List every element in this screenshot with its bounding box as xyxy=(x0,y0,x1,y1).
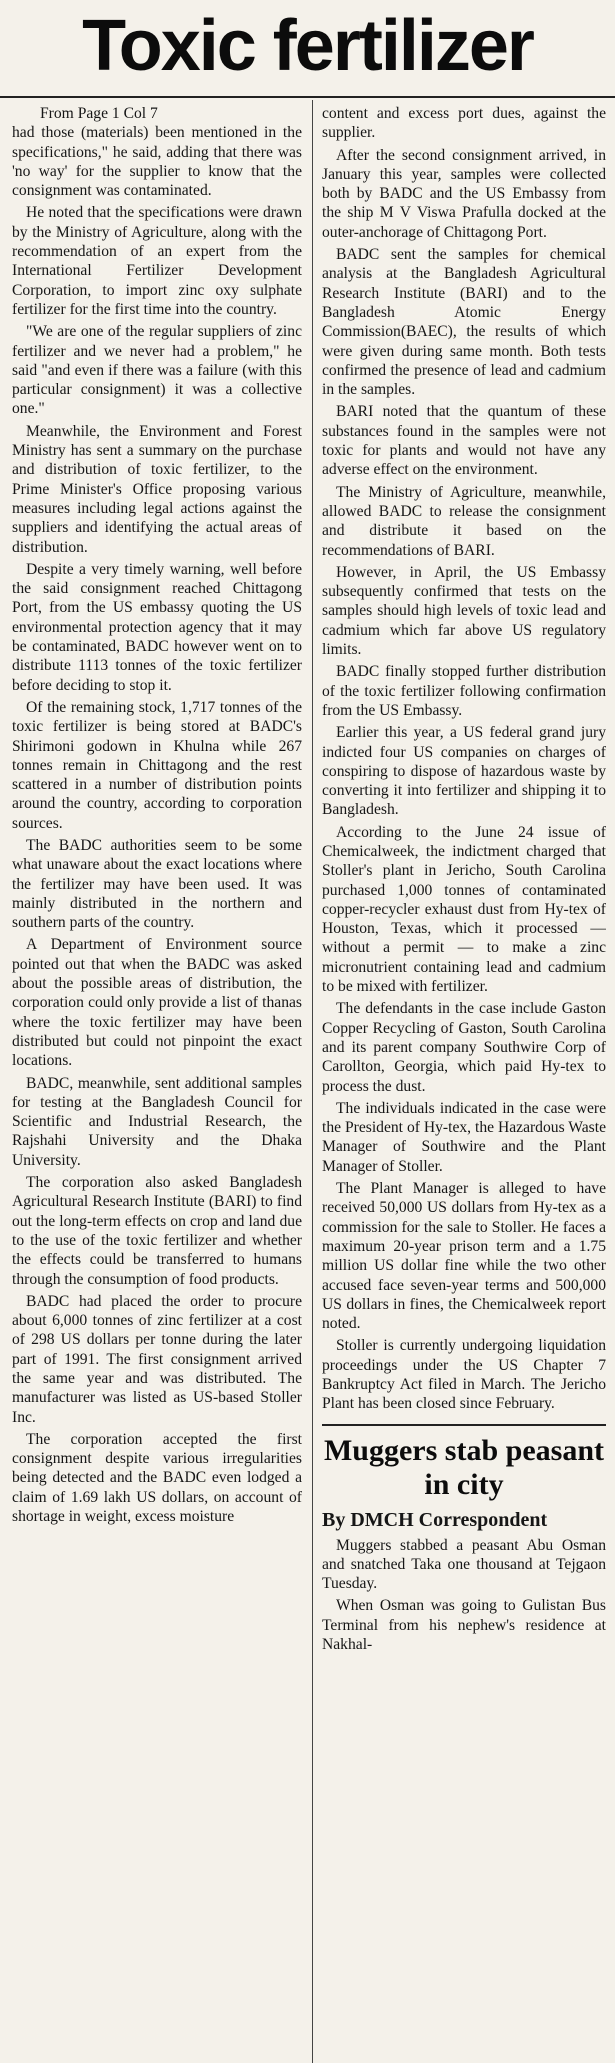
article-paragraph: Muggers stabbed a peasant Abu Osman and snatched Taka one thousand at Tejgaon Tuesday. xyxy=(322,1536,606,1593)
article-paragraph: BARI noted that the quantum of these substances found in the samples were not toxic for plants and would not have any adverse effect on the environment. xyxy=(322,403,606,479)
article-column-left xyxy=(12,104,302,2057)
article-paragraph: The corporation accepted the first consignment despite various irregularities being detected and the BADC even lodged a claim of 1.69 lakh US dollars, on account of shortage in weight, excess moisture xyxy=(12,1430,302,1526)
article-paragraph: BADC finally stopped further distribution of the toxic fertilizer following confirmation from the US Embassy. xyxy=(322,663,606,719)
dateline: From Page 1 Col 7 xyxy=(40,105,158,122)
article-paragraph: Earlier this year, a US federal grand jury indicted four US companies on charges of conspiring to dispose of hazardous waste by converting it into fertilizer and shipping it to Bangladesh. xyxy=(322,724,606,819)
article-paragraph: The BADC authorities seem to be some what unaware about the exact locations where the fertilizer may have been used. It was mainly distributed in the northern and southern parts of the country. xyxy=(12,836,302,932)
article-paragraph: The Ministry of Agriculture, meanwhile, allowed BADC to release the consignment and distribute it based on the recommendations of BARI. xyxy=(322,483,606,559)
article-paragraph: However, in April, the US Embassy subsequently confirmed that tests on the samples should high levels of toxic lead and cadmium which far above US regulatory limits. xyxy=(322,563,606,659)
article-paragraph: The Plant Manager is alleged to have received 50,000 US dollars from Hy-tex as a commission for the sale to Stoller. He faces a maximum 20-year prison term and a 1.75 million US dollar fine while the two other accused face seven-year terms and 500,000 US dollars in fines, the Chemicalweek report noted. xyxy=(322,1180,606,1333)
article-paragraph: BADC had placed the order to procure about 6,000 tonnes of zinc fertilizer at a cost of 298 US dollars per tonne during the later part of 1991. The first consignment arrived the same year and was distributed. The manufacturer was listed as US-based Stoller Inc. xyxy=(12,1292,302,1426)
article-paragraph: When Osman was going to Gulistan Bus Terminal from his nephew's residence at Nakhal- xyxy=(322,1597,606,1654)
article-paragraph: The corporation also asked Bangladesh Agricultural Research Institute (BARI) to find out the long-term effects on crop and land due to the use of the toxic fertilizer and whether the effects could be transferred to humans through the consumption of food products. xyxy=(12,1174,302,1288)
article-paragraph: Of the remaining stock, 1,717 tonnes of the toxic fertilizer is being stored at BADC's Shirimoni godown in Khulna while 267 tonnes remain in Chittagong and the rest scattered in a number of distribution points around the country, according to corporation sources. xyxy=(12,698,302,832)
article-paragraph: The defendants in the case include Gaston Copper Recycling of Gaston, South Carolina and its parent company Southwire Corp of Carollton, Georgia, which paid Hy-tex to process the dust. xyxy=(322,1000,606,1095)
headline-rule xyxy=(0,96,615,98)
article-paragraph: BADC, meanwhile, sent additional samples for testing at the Bangladesh Council for Scientific and Industrial Research, the Rajshahi University and the Dhaka University. xyxy=(12,1074,302,1169)
article-paragraph: A Department of Environment source pointed out that when the BADC was asked about the possible areas of distribution, the corporation could only provide a list of thanas where the toxic fertilizer may have been distributed but could not pinpoint the exact locations. xyxy=(12,936,302,1070)
article-paragraph xyxy=(12,104,302,200)
article-paragraph: The individuals indicated in the case were the President of Hy-tex, the Hazardous Waste Manager of Southwire and the Plant Manager of Stoller. xyxy=(322,1099,606,1175)
second-story-headline: Muggers stab peasant in city xyxy=(322,1424,606,1502)
article-paragraph: According to the June 24 issue of Chemicalweek, the indictment charged that Stoller's plant in Jericho, South Carolina purchased 1,000 tonnes of contaminated copper-recycler exhaust dust from Hy-tex of Houston, Texas, which it processed — without a permit — to make a zinc micronutrient containing lead and cadmium to be mixed with fertilizer. xyxy=(322,823,606,996)
article-paragraph: content and excess port dues, against the supplier. xyxy=(322,105,606,142)
article-paragraph: Stoller is currently undergoing liquidation proceedings under the US Chapter 7 Bankruptcy Act filed in March. The Jericho Plant has been closed since February. xyxy=(322,1337,606,1413)
byline: By DMCH Correspondent xyxy=(322,1508,548,1531)
article-column-right xyxy=(322,104,606,2057)
article-paragraph: Meanwhile, the Environment and Forest Ministry has sent a summary on the purchase and distribution of toxic fertilizer, to the Prime Minister's Office proposing various measures including legal actions against the suppliers and identifying the actual areas of distribution. xyxy=(12,422,302,556)
column-divider xyxy=(312,100,313,2063)
article-paragraph-text: had those (materials) been mentioned in the specifications," he said, adding that there was 'no way' for the supplier to know that the consignment was contaminated. xyxy=(12,124,302,200)
page-title: Toxic fertilizer xyxy=(82,6,533,86)
article-paragraph: Despite a very timely warning, well before the said consignment reached Chittagong Port, from the US embassy quoting the US environmental protection agency that it may be contaminated, BADC however went on to distribute 1113 tonnes of the toxic fertilizer before deciding to stop it. xyxy=(12,560,302,694)
article-paragraph: "We are one of the regular suppliers of zinc fertilizer and we never had a problem," he said "and even if there was a failure (with this particular consignment) it was a collective one." xyxy=(12,323,302,418)
article-paragraph: He noted that the specifications were drawn by the Ministry of Agriculture, along with the recommendation of an expert from the International Fertilizer Development Corporation, to import zinc oxy sulphate fertilizer for the first time into the country. xyxy=(12,204,302,318)
article-paragraph: BADC sent the samples for chemical analysis at the Bangladesh Agricultural Research Institute (BARI) and to the Bangladesh Atomic Energy Commission(BAEC), the results of which were given during same month. Both tests confirmed the presence of lead and cadmium in the samples. xyxy=(322,246,606,399)
article-paragraph: After the second consignment arrived, in January this year, samples were collected both by BADC and the US Embassy from the ship M V Viswa Prafulla docked at the outer-anchorage of Chittagong Port. xyxy=(322,146,606,241)
